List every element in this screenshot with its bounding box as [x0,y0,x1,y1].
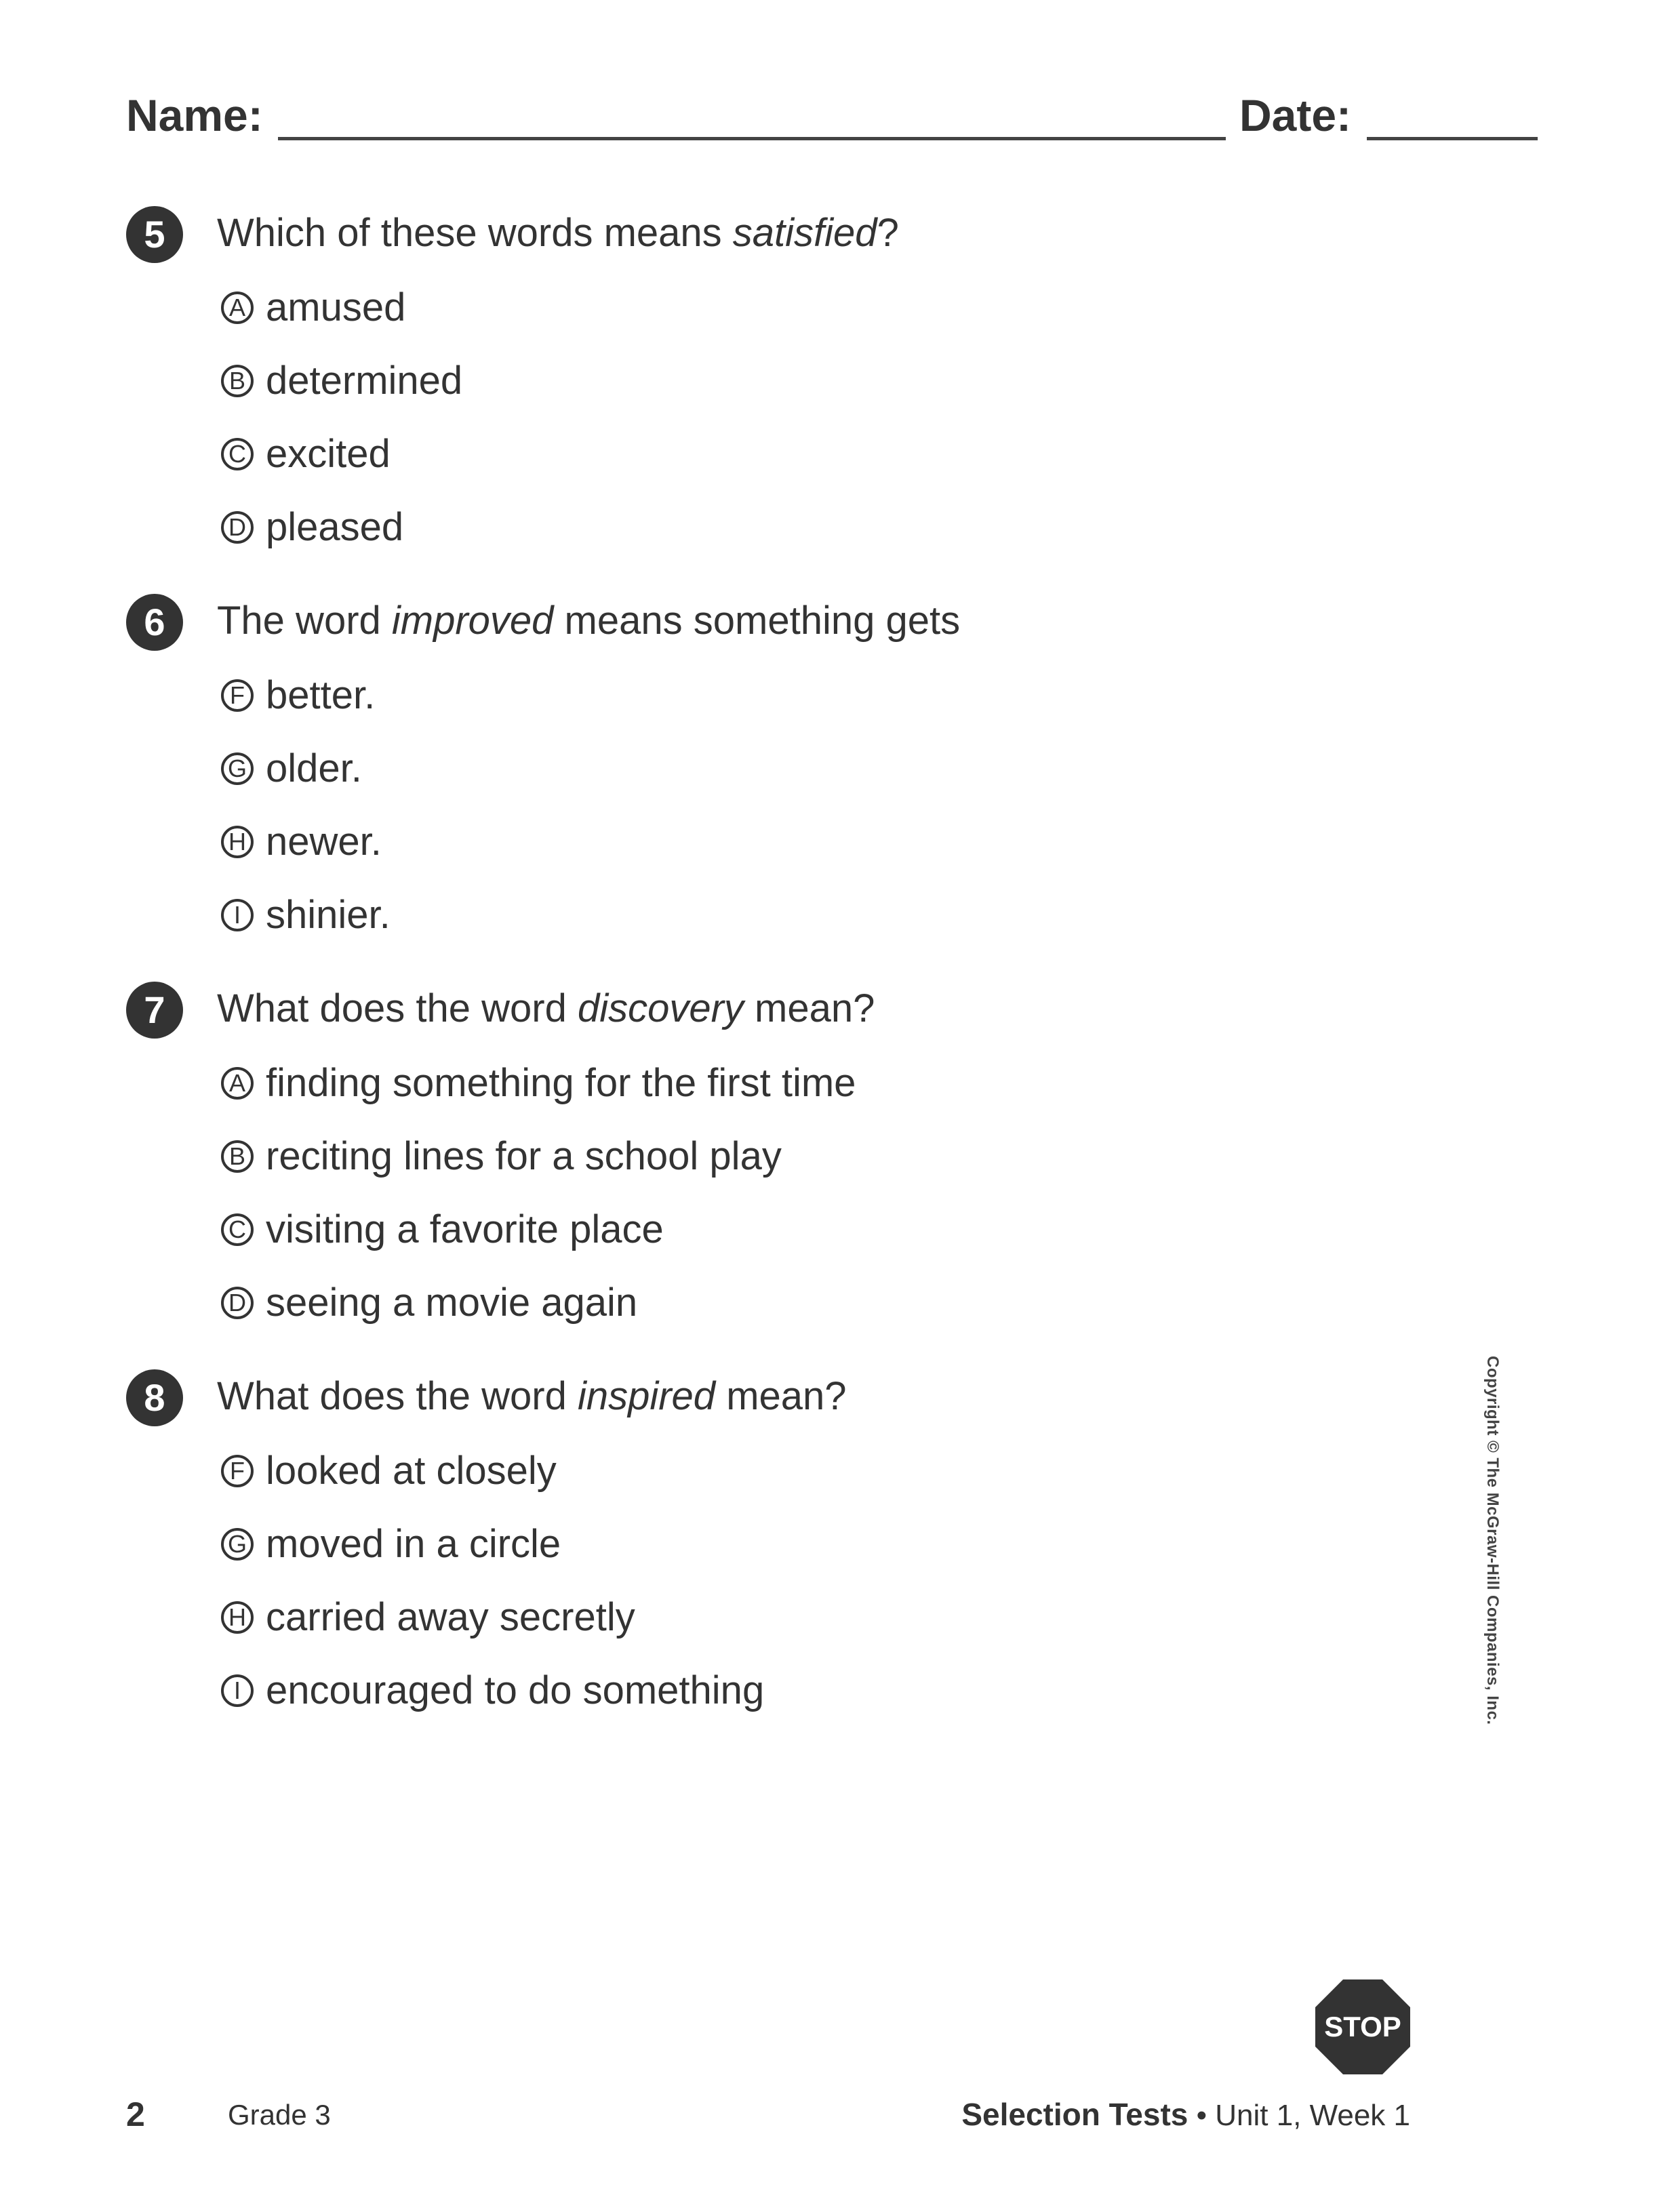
question-stem [126,978,1414,1040]
answer-bubble[interactable]: F [221,1455,254,1487]
answer-option[interactable] [126,338,1414,411]
answer-option[interactable] [126,799,1414,872]
answer-bubble[interactable]: H [221,826,254,858]
answer-option[interactable] [126,652,1414,725]
answer-option[interactable] [126,1428,1414,1501]
answer-bubble[interactable]: I [221,1674,254,1707]
question-6 [126,590,1414,945]
stop-sign [1315,1979,1410,2074]
page-number: 2 [126,2095,145,2133]
answer-text: shinier. [266,893,391,937]
question-term: discovery [577,986,744,1030]
answer-text: carried away secretly [266,1595,635,1639]
question-term: satisfied [732,211,877,255]
unit-label: Unit 1, Week 1 [1215,2099,1410,2132]
answer-bubble[interactable]: B [221,365,254,397]
answer-option[interactable] [126,872,1414,945]
date-label: Date: [1239,90,1352,140]
question-text [217,202,899,264]
answer-text: pleased [266,505,404,549]
question-number: 8 [126,1369,183,1426]
name-label: Name: [126,90,263,140]
answer-text: amused [266,285,406,329]
answer-text: excited [266,432,391,476]
question-text-suffix: ? [877,211,899,255]
question-term: improved [391,599,554,643]
question-text [217,978,875,1040]
name-field[interactable] [278,137,1226,140]
answer-option[interactable] [126,1501,1414,1574]
answer-text: seeing a movie again [266,1281,638,1325]
answer-bubble[interactable]: H [221,1601,254,1634]
answer-bubble[interactable]: D [221,511,254,544]
answer-option[interactable] [126,725,1414,799]
question-text-suffix: mean? [743,986,875,1030]
answer-option[interactable] [126,1574,1414,1647]
question-stem [126,590,1414,652]
answer-bubble[interactable]: G [221,752,254,785]
answer-option[interactable] [126,1647,1414,1721]
answer-bubble[interactable]: A [221,1067,254,1100]
question-stem [126,202,1414,264]
grade-label: Grade 3 [228,2099,331,2131]
question-text [217,590,960,652]
question-text-suffix: means something gets [553,599,961,643]
answer-bubble[interactable]: A [221,291,254,324]
answer-text: newer. [266,820,382,864]
answer-bubble[interactable]: G [221,1528,254,1561]
answer-bubble[interactable]: B [221,1140,254,1173]
question-text [217,1365,847,1428]
answer-text: looked at closely [266,1449,557,1493]
answer-text: encouraged to do something [266,1668,765,1712]
answer-bubble[interactable]: F [221,679,254,712]
answer-text: visiting a favorite place [266,1207,664,1251]
question-number: 7 [126,982,183,1039]
question-5 [126,202,1414,557]
answer-option[interactable] [126,411,1414,484]
header [126,88,1417,142]
answer-bubble[interactable]: I [221,899,254,931]
footer-series [961,2096,1410,2133]
copyright-notice: Copyright © The McGraw-Hill Companies, Inc. [1483,1356,1502,1725]
answer-bubble[interactable]: C [221,438,254,470]
answer-text: finding something for the first time [266,1061,856,1105]
question-text-prefix: What does the word [217,986,578,1030]
answer-text: reciting lines for a school play [266,1134,782,1178]
answer-options [126,264,1414,557]
answer-options [126,1428,1414,1721]
answer-text: determined [266,359,463,403]
question-stem [126,1365,1414,1428]
question-text-prefix: Which of these words means [217,211,733,255]
question-term: inspired [577,1374,716,1418]
question-text-prefix: What does the word [217,1374,578,1418]
answer-option[interactable] [126,264,1414,338]
answer-bubble[interactable]: D [221,1287,254,1319]
answer-text: moved in a circle [266,1522,561,1566]
question-8 [126,1365,1414,1721]
series-title: Selection Tests [961,2097,1188,2132]
answer-option[interactable] [126,1113,1414,1186]
question-text-prefix: The word [217,599,392,643]
answer-option[interactable] [126,1260,1414,1333]
stop-label: STOP [1324,2011,1401,2043]
answer-option[interactable] [126,1186,1414,1260]
footer-separator: • [1188,2099,1216,2132]
question-number: 5 [126,206,183,263]
answer-option[interactable] [126,1040,1414,1113]
answer-bubble[interactable]: C [221,1213,254,1246]
answer-text: older. [266,746,362,790]
question-number: 6 [126,594,183,651]
answer-option[interactable] [126,484,1414,557]
answer-options [126,652,1414,945]
date-field[interactable] [1367,137,1538,140]
question-text-suffix: mean? [715,1374,847,1418]
question-7 [126,978,1414,1333]
answer-options [126,1040,1414,1333]
answer-text: better. [266,673,376,717]
